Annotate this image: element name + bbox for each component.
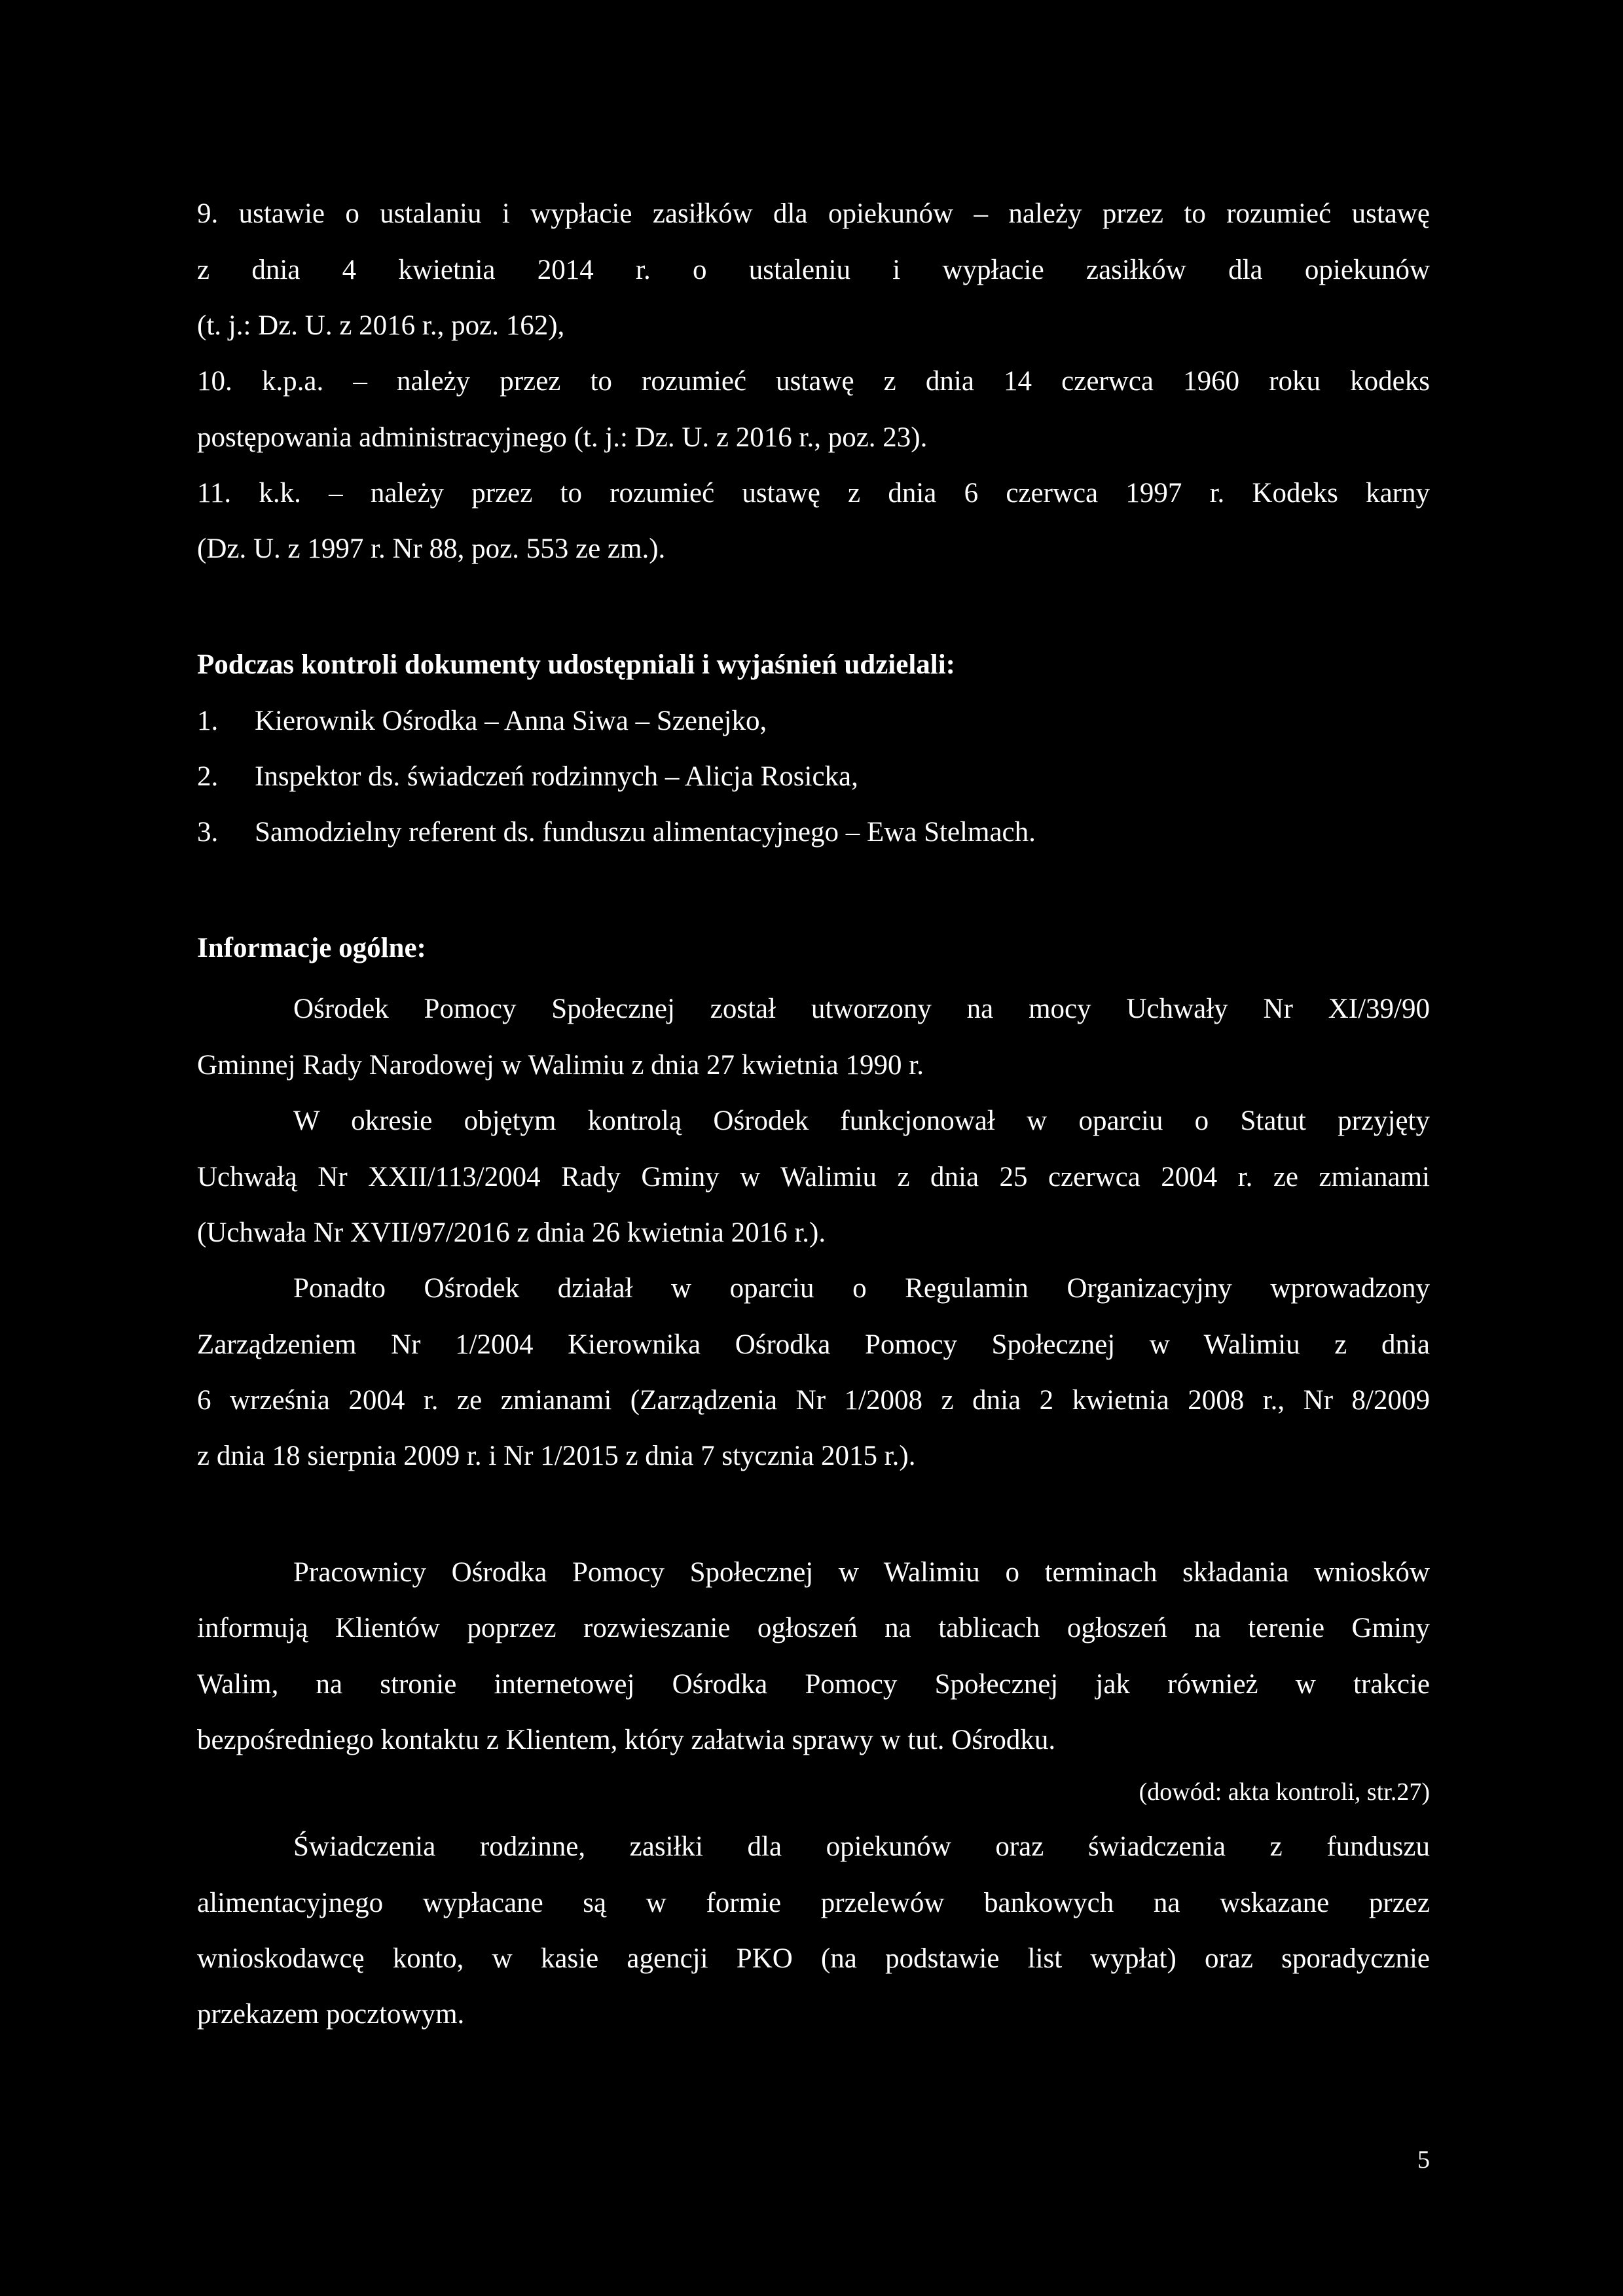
page-number: 5 [1417,2146,1430,2174]
list-item-text: Samodzielny referent ds. funduszu alimentacyjnego – Ewa Stelmach. [255,817,1036,848]
list-item-text: Kierownik Ośrodka – Anna Siwa – Szenejko, [255,706,767,736]
paragraph-line: Walim, na stronie internetowej Ośrodka Pomocy Społecznej jak również w trakcie [197,1669,1430,1700]
paragraph-line: Ponadto Ośrodek działał w oparciu o Regulamin Organizacyjny wprowadzony [293,1273,1430,1304]
definition-9-line-3: (t. j.: Dz. U. z 2016 r., poz. 162), [197,310,565,341]
definition-9-line-2: z dnia 4 kwietnia 2014 r. o ustaleniu i wypłacie zasiłków dla opiekunów [197,255,1430,285]
paragraph-line: z dnia 18 sierpnia 2009 r. i Nr 1/2015 z dnia 7 stycznia 2015 r.). [197,1441,916,1471]
paragraph-line: informują Klientów poprzez rozwieszanie ogłoszeń na tablicach ogłoszeń na terenie Gminy [197,1613,1430,1643]
paragraph-line: W okresie objętym kontrolą Ośrodek funkcjonował w oparciu o Statut przyjęty [293,1105,1430,1136]
paragraph-line: Ośrodek Pomocy Społecznej został utworzony na mocy Uchwały Nr XI/39/90 [293,994,1430,1024]
definition-11-line-1: 11. k.k. – należy przez to rozumieć ustawę z dnia 6 czerwca 1997 r. Kodeks karny [197,478,1430,509]
paragraph-line: Uchwałą Nr XXII/113/2004 Rady Gminy w Walimiu z dnia 25 czerwca 2004 r. ze zmianami [197,1162,1430,1193]
list-item-number: 1. [197,706,219,736]
definition-9-line-1: 9. ustawie o ustalaniu i wypłacie zasiłków dla opiekunów – należy przez to rozumieć ustawę [197,198,1430,229]
paragraph-line: Zarządzeniem Nr 1/2004 Kierownika Ośrodka Pomocy Społecznej w Walimiu z dnia [197,1329,1430,1360]
paragraph-line: alimentacyjnego wypłacane są w formie przelewów bankowych na wskazane przez [197,1888,1430,1918]
persons-heading: Podczas kontroli dokumenty udostępniali i wyjaśnień udzielali: [197,649,955,680]
paragraph-line: wnioskodawcę konto, w kasie agencji PKO (na podstawie list wypłat) oraz sporadycznie [197,1943,1430,1974]
list-item [197,814,1430,852]
definition-11-line-2: (Dz. U. z 1997 r. Nr 88, poz. 553 ze zm.). [197,533,666,564]
list-item [197,702,1430,740]
paragraph-line: 6 września 2004 r. ze zmianami (Zarządzenia Nr 1/2008 z dnia 2 kwietnia 2008 r., Nr 8/2009 [197,1385,1430,1416]
list-item-number: 2. [197,761,219,792]
paragraph-line: przekazem pocztowym. [197,1999,465,2030]
list-item-text: Inspektor ds. świadczeń rodzinnych – Alicja Rosicka, [255,761,858,792]
paragraph-line: bezpośredniego kontaktu z Klientem, który załatwia sprawy w tut. Ośrodku. [197,1725,1056,1755]
paragraph-line: Gminnej Rady Narodowej w Walimiu z dnia 27 kwietnia 1990 r. [197,1050,924,1081]
definition-10-line-1: 10. k.p.a. – należy przez to rozumieć ustawę z dnia 14 czerwca 1960 roku kodeks [197,366,1430,397]
list-item [197,758,1430,796]
paragraph-line: Pracownicy Ośrodka Pomocy Społecznej w Walimiu o terminach składania wniosków [293,1557,1430,1588]
definition-10-line-2: postępowania administracyjnego (t. j.: Dz. U. z 2016 r., poz. 23). [197,422,928,453]
evidence-reference: (dowód: akta kontroli, str.27) [1139,1778,1430,1806]
paragraph-line: (Uchwała Nr XVII/97/2016 z dnia 26 kwietnia 2016 r.). [197,1217,826,1248]
list-item-number: 3. [197,817,219,848]
general-info-heading: Informacje ogólne: [197,933,426,963]
paragraph-line: Świadczenia rodzinne, zasiłki dla opiekunów oraz świadczenia z funduszu [293,1831,1430,1862]
